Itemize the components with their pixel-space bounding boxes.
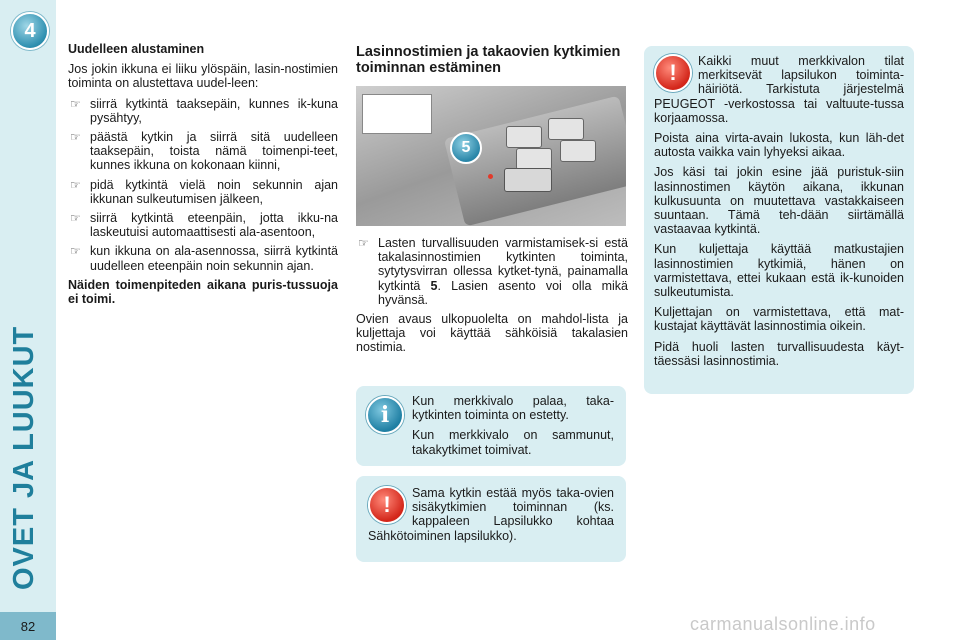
list-item: ☞ siirrä kytkintä eteenpäin, jotta ikku-na laskeutuisi automaattisesti ala-asentoon,	[70, 211, 338, 240]
warning-paragraph: Kaikki muut merkkivalon tilat merkitsevät lapsilukon toiminta-häiriötä. Tarkistuta järjestelmä PEUGEOT -verkostossa tai valtuute-tussa korjaamossa.	[654, 54, 904, 125]
warning-text: Sama kytkin estää myös taka-ovien sisäkytkimien toiminnan (ks. kappaleen Lapsilukko kohtaa Sähkötoiminen lapsilukko).	[368, 486, 614, 543]
pointer-icon: ☞	[70, 244, 81, 259]
list-item: ☞ päästä kytkin ja siirrä sitä uudelleen taaksepäin, toista nämä toimenpi-teet, kunnes ikkuna on kokonaan kiinni,	[70, 130, 338, 173]
column-reset	[68, 42, 338, 312]
reset-intro: Jos jokin ikkuna ei liiku ylöspäin, lasin-nostimien toiminta on alustettava uudel-leen:	[68, 62, 338, 91]
section-title: Lasinnostimien ja takaovien kytkimien toiminnan estäminen	[356, 44, 621, 76]
pointer-icon: ☞	[70, 177, 81, 192]
page-number: 82	[0, 612, 56, 640]
list-item: ☞ siirrä kytkintä taaksepäin, kunnes ik-kuna pysähtyy,	[70, 96, 338, 125]
list-item: ☞ pidä kytkintä vielä noin sekunnin ajan ikkunan sulkeutumisen jälkeen,	[70, 177, 338, 206]
info-line: Kun merkkivalo palaa, taka-kytkinten toiminta on estetty.	[412, 394, 614, 423]
indicator-led	[488, 174, 493, 179]
warning-paragraph: Poista aina virta-avain lukosta, kun läh-det autosta vaikka vain lyhyeksi aikaa.	[654, 131, 904, 160]
reset-heading: Uudelleen alustaminen	[68, 42, 205, 56]
child-lock-paragraph: Ovien avaus ulkopuolelta on mahdol-lista ja kuljettaja voi käyttää sähköisiä takalasien nostimia.	[356, 312, 628, 355]
pinch-protection-note: Näiden toimenpiteden aikana puris-tussuoja ei toimi.	[68, 277, 338, 307]
window-switch	[548, 118, 584, 140]
chapter-title: OVET JA LUUKUT	[8, 325, 40, 590]
child-lock-switch	[504, 168, 552, 192]
pointer-icon: ☞	[70, 211, 81, 226]
pointer-icon: ☞	[70, 130, 81, 145]
list-item: ☞ Lasten turvallisuuden varmistamisek-si estä takalasinnostimien kytkinten toiminta, sytytysvirran ollessa kytket-tynä, painamalla kytkintä 5. Lasien asento voi olla mikä hyvänsä.	[358, 236, 628, 307]
dashboard-inset-illustration	[362, 94, 432, 134]
warning-paragraph: Pidä huoli lasten turvallisuudesta käyt-täessäsi lasinnostimia.	[654, 339, 904, 368]
pointer-icon: ☞	[358, 236, 369, 250]
info-box	[356, 386, 626, 466]
reset-steps	[68, 97, 338, 273]
watermark: carmanualsonline.info	[690, 614, 876, 634]
info-line: Kun merkkivalo on sammunut, takakytkimet toimivat.	[412, 428, 614, 457]
warning-icon: !	[368, 486, 406, 524]
switch-photo	[356, 86, 626, 226]
warning-box-safety	[644, 46, 914, 394]
window-switch	[506, 126, 542, 148]
chapter-number-badge: 4	[11, 12, 49, 50]
pointer-icon: ☞	[70, 96, 81, 111]
warning-paragraph: Kuljettajan on varmistettava, että mat-kustajat käyttävät lasinnostimia oikein.	[654, 305, 904, 334]
list-item: ☞ kun ikkuna on ala-asennossa, siirrä kytkintä uudelleen eteenpäin noin sekunnin ajan.	[70, 244, 338, 273]
child-lock-steps	[356, 236, 628, 307]
warning-icon: !	[654, 54, 692, 92]
info-icon: i	[366, 396, 404, 434]
column-child-lock	[356, 44, 628, 361]
warning-paragraph: Kun kuljettaja käyttää matkustajien lasinnostimien kytkimiä, hänen on varmistettava, ettei kukaan estä ik-kunoiden sulkeutumista.	[654, 242, 904, 300]
warning-paragraph: Jos käsi tai jokin esine jää puristuk-siin lasinnostimen käytön aikana, ikkunan kulkusuunta on muutettava vastakkaiseen suuntaan. Tämä teh-dään siirtämällä vastaavaa kytkintä.	[654, 165, 904, 237]
callout-badge: 5	[450, 132, 482, 164]
window-switch	[560, 140, 596, 162]
warning-box-switch	[356, 476, 626, 562]
chapter-sidebar	[0, 0, 56, 640]
window-switch	[516, 148, 552, 170]
